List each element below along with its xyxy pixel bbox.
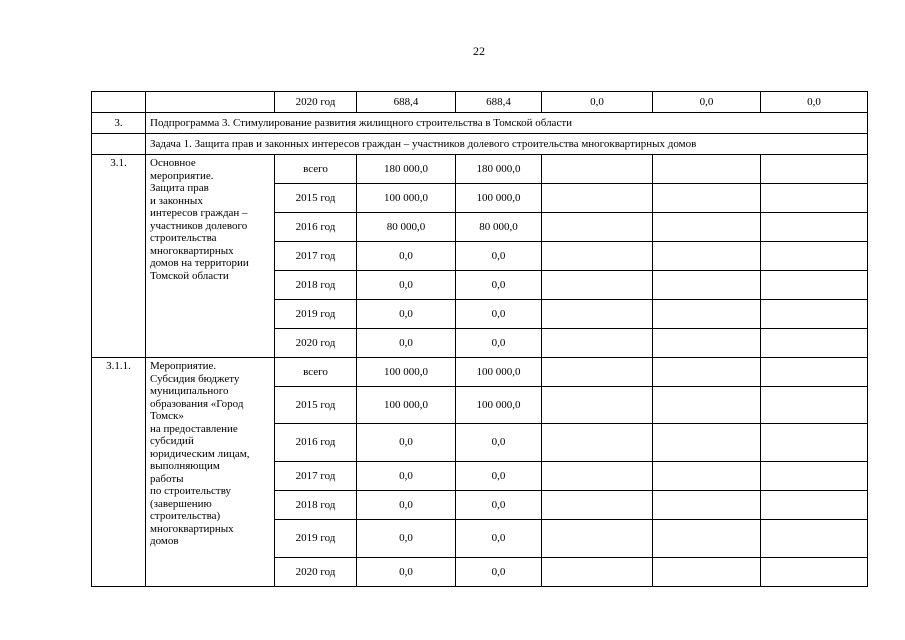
value-cell: 80 000,0: [357, 213, 456, 242]
table-cell: [542, 358, 653, 387]
value-cell: 0,0: [456, 329, 542, 358]
table-cell: [653, 300, 761, 329]
table-cell: [761, 184, 868, 213]
table-cell: [653, 424, 761, 462]
table-row: [92, 155, 868, 184]
value-cell: 0,0: [357, 242, 456, 271]
subprogram-row: [92, 113, 868, 134]
year-cell: всего: [275, 155, 357, 184]
activity-name-line: мероприятие.: [150, 169, 214, 182]
activity-name-line: (завершению: [150, 497, 212, 510]
value-cell: 80 000,0: [456, 213, 542, 242]
activity-name-line: строительства): [150, 510, 221, 522]
value-cell: 0,0: [357, 491, 456, 520]
activity-name-line: многоквартирных: [150, 244, 234, 257]
value-cell: 100 000,0: [456, 387, 542, 424]
year-cell: всего: [275, 358, 357, 387]
value-cell: 0,0: [456, 462, 542, 491]
value-cell: 0,0: [357, 271, 456, 300]
value-cell: 100 000,0: [357, 358, 456, 387]
table-cell: [761, 329, 868, 358]
activity-name: [146, 155, 275, 358]
year-cell: 2018 год: [275, 491, 357, 520]
table-cell: [542, 213, 653, 242]
table-cell: [653, 358, 761, 387]
year-cell: 2016 год: [275, 424, 357, 462]
table-cell: [653, 558, 761, 587]
table-cell: [653, 520, 761, 558]
value-cell: 688,4: [357, 92, 456, 113]
year-cell: 2015 год: [275, 184, 357, 213]
activity-name: [146, 358, 275, 587]
value-cell: 0,0: [456, 520, 542, 558]
value-cell: 0,0: [653, 92, 761, 113]
subprogram-title: Подпрограмма 3. Стимулирование развития жилищного строительства в Томской области: [146, 113, 868, 134]
value-cell: 688,4: [456, 92, 542, 113]
task-title: Задача 1. Защита прав и законных интересов граждан – участников долевого строительства многоквартирных домов: [146, 134, 868, 155]
task-row: [92, 134, 868, 155]
table-cell: [761, 520, 868, 558]
sections-body: [92, 155, 868, 587]
value-cell: 100 000,0: [357, 184, 456, 213]
table-cell: [542, 329, 653, 358]
activity-name-line: и законных: [150, 194, 203, 207]
year-cell: 2019 год: [275, 300, 357, 329]
activity-name-line: на предоставление: [150, 422, 238, 435]
value-cell: 0,0: [761, 92, 868, 113]
activity-name-line: многоквартирных: [150, 522, 234, 535]
year-cell: 2015 год: [275, 387, 357, 424]
table-cell: [761, 155, 868, 184]
year-cell: 2016 год: [275, 213, 357, 242]
activity-name-line: субсидий: [150, 435, 194, 447]
activity-name-line: юридическим лицам,: [150, 447, 250, 460]
value-cell: 0,0: [357, 558, 456, 587]
value-cell: 100 000,0: [357, 387, 456, 424]
activity-name-line: домов: [150, 535, 179, 547]
table-cell: [542, 242, 653, 271]
table-cell: [653, 462, 761, 491]
table-cell: [761, 387, 868, 424]
table-cell: [542, 558, 653, 587]
year-cell: 2017 год: [275, 462, 357, 491]
table-row: [92, 92, 868, 113]
table-cell: [542, 300, 653, 329]
value-cell: 0,0: [357, 462, 456, 491]
year-cell: 2020 год: [275, 329, 357, 358]
value-cell: 100 000,0: [456, 184, 542, 213]
table-cell: [92, 134, 146, 155]
row-number: 3.1.1.: [92, 358, 146, 587]
value-cell: 0,0: [357, 424, 456, 462]
table-cell: [146, 92, 275, 113]
table-cell: [761, 358, 868, 387]
value-cell: 0,0: [357, 520, 456, 558]
activity-name-line: муниципального: [150, 385, 229, 397]
table-cell: [542, 387, 653, 424]
value-cell: 100 000,0: [456, 358, 542, 387]
table-cell: [542, 491, 653, 520]
table-cell: [542, 520, 653, 558]
row-number: 3.: [92, 113, 146, 134]
table-cell: [542, 462, 653, 491]
table-cell: [653, 184, 761, 213]
activity-name-line: интересов граждан –: [150, 207, 248, 219]
activity-name-line: строительства: [150, 232, 217, 244]
table-cell: [542, 271, 653, 300]
activity-name-line: Томской области: [150, 269, 229, 282]
table-cell: [761, 491, 868, 520]
table-cell: [653, 271, 761, 300]
year-cell: 2019 год: [275, 520, 357, 558]
value-cell: 0,0: [456, 558, 542, 587]
activity-name-line: работы: [150, 472, 184, 485]
activity-name-line: Защита прав: [150, 182, 209, 194]
table-cell: [653, 155, 761, 184]
table-cell: [542, 424, 653, 462]
year-cell: 2017 год: [275, 242, 357, 271]
table-cell: [653, 213, 761, 242]
year-cell: 2018 год: [275, 271, 357, 300]
value-cell: 180 000,0: [357, 155, 456, 184]
value-cell: 0,0: [456, 491, 542, 520]
table-cell: [92, 92, 146, 113]
activity-name-line: домов на территории: [150, 257, 249, 269]
activity-name-line: Мероприятие.: [150, 360, 217, 372]
value-cell: 0,0: [456, 271, 542, 300]
value-cell: 0,0: [456, 242, 542, 271]
table-cell: [761, 558, 868, 587]
activity-name-line: Томск»: [150, 410, 184, 422]
table-cell: [653, 242, 761, 271]
table-cell: [542, 155, 653, 184]
table-cell: [761, 271, 868, 300]
value-cell: 0,0: [357, 300, 456, 329]
table-cell: [653, 387, 761, 424]
year-cell: 2020 год: [275, 558, 357, 587]
value-cell: 0,0: [456, 424, 542, 462]
table-cell: [761, 300, 868, 329]
page-number: 22: [473, 44, 485, 58]
value-cell: 0,0: [542, 92, 653, 113]
table-cell: [653, 491, 761, 520]
activity-name-line: выполняющим: [150, 460, 220, 472]
table-cell: [761, 242, 868, 271]
activity-name-line: по строительству: [150, 485, 232, 497]
row-number: 3.1.: [92, 155, 146, 358]
value-cell: 180 000,0: [456, 155, 542, 184]
activity-name-line: Основное: [150, 157, 196, 169]
table-cell: [542, 184, 653, 213]
table-cell: [761, 424, 868, 462]
activity-name-line: Субсидия бюджету: [150, 372, 240, 385]
activity-name-line: образования «Город: [150, 397, 244, 410]
table-row: [92, 358, 868, 387]
activity-name-line: участников долевого: [150, 219, 248, 232]
table-cell: [761, 213, 868, 242]
year-cell: 2020 год: [275, 92, 357, 113]
value-cell: 0,0: [357, 329, 456, 358]
table-cell: [653, 329, 761, 358]
value-cell: 0,0: [456, 300, 542, 329]
table-cell: [761, 462, 868, 491]
budget-table: [91, 91, 868, 587]
